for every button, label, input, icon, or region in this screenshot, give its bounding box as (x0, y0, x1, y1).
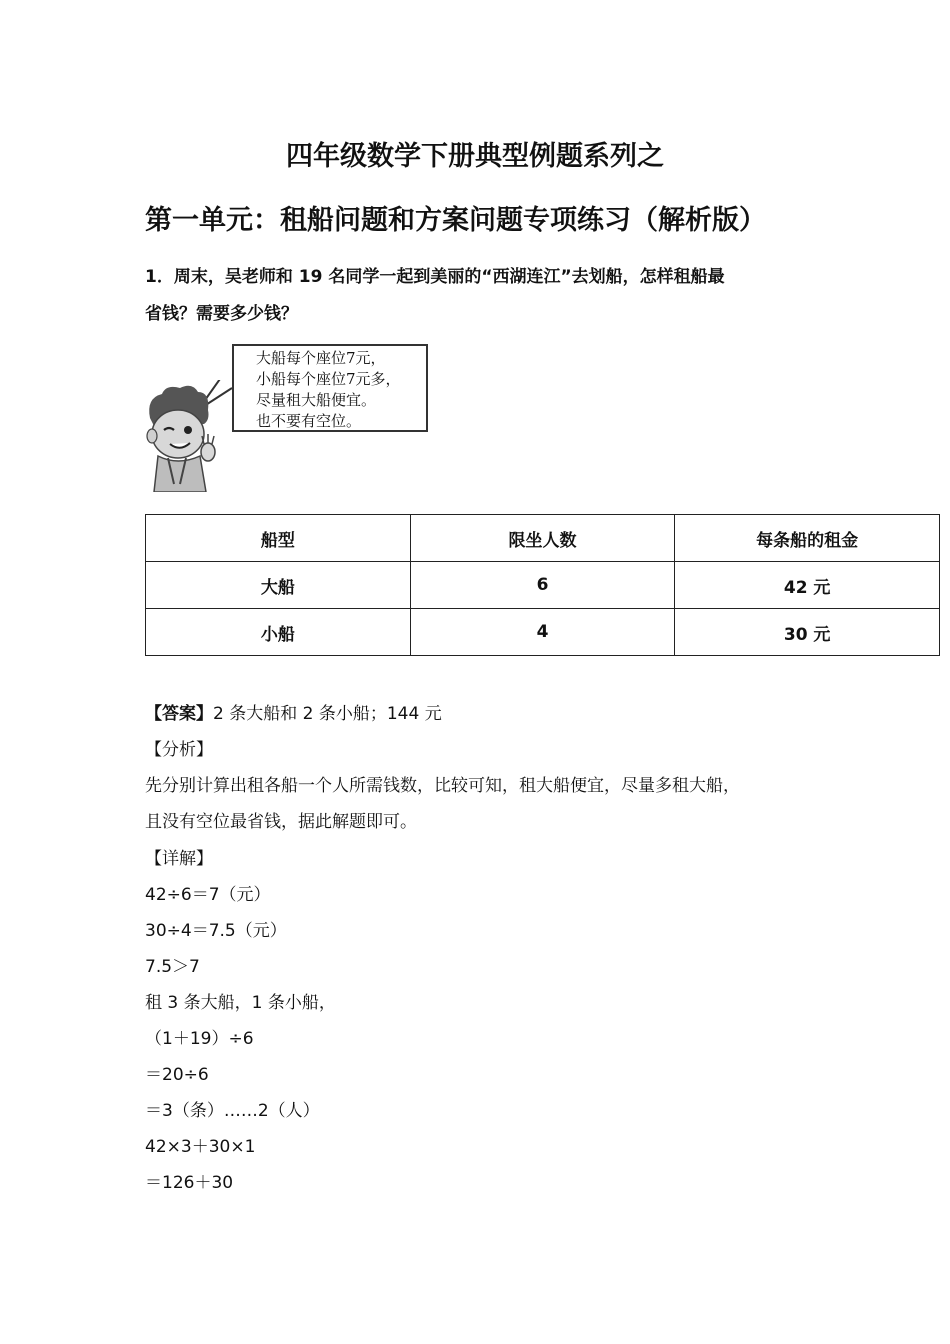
answer-label: 【答案】 (145, 704, 213, 724)
bubble-line: 尽量租大船便宜。 (256, 391, 377, 409)
teacher-cartoon-illustration (140, 380, 240, 492)
detail-line: 租 3 条大船，1 条小船， (145, 993, 336, 1013)
detail-line: 42÷6＝7（元） (145, 885, 271, 905)
document-title: 四年级数学下册典型例题系列之 (286, 141, 664, 172)
detail-label: 【详解】 (145, 849, 213, 869)
bubble-line: 小船每个座位7元多， (256, 370, 401, 388)
answer-text: 2 条大船和 2 条小船；144 元 (213, 704, 442, 724)
table-cell: 4 (410, 609, 675, 656)
boat-rental-table (145, 514, 940, 656)
question-line-2: 省钱？需要多少钱？ (145, 304, 298, 324)
table-row (146, 562, 940, 609)
detail-line: 7.5＞7 (145, 957, 200, 977)
detail-line: 30÷4＝7.5（元） (145, 921, 287, 941)
detail-line: ＝20÷6 (145, 1065, 209, 1085)
table-header-cell: 每条船的租金 (675, 515, 940, 562)
unit-title: 第一单元：租船问题和方案问题专项练习（解析版） (145, 205, 766, 236)
table-cell: 30 元 (675, 609, 940, 656)
analysis-line-1: 先分别计算出租各船一个人所需钱数，比较可知，租大船便宜，尽量多租大船， (145, 776, 740, 796)
bubble-line: 也不要有空位。 (256, 412, 362, 430)
answer-line (145, 699, 442, 724)
bubble-line: 大船每个座位7元， (256, 349, 386, 367)
table-cell: 42 元 (675, 562, 940, 609)
analysis-line-2: 且没有空位最省钱，据此解题即可。 (145, 812, 417, 832)
table-header-row (146, 515, 940, 562)
analysis-label: 【分析】 (145, 740, 213, 760)
detail-line: 42×3＋30×1 (145, 1137, 256, 1157)
table-header-cell: 限坐人数 (410, 515, 675, 562)
detail-line: ＝3（条）……2（人） (145, 1101, 320, 1121)
table-row (146, 609, 940, 656)
table-cell: 6 (410, 562, 675, 609)
table-header-cell: 船型 (146, 515, 411, 562)
question-line-1: 1．周末，吴老师和 19 名同学一起到美丽的“西湖连江”去划船，怎样租船最 (145, 267, 725, 287)
detail-line: ＝126＋30 (145, 1173, 234, 1193)
table-cell: 小船 (146, 609, 411, 656)
detail-line: （1＋19）÷6 (145, 1029, 254, 1049)
speech-bubble (232, 344, 428, 432)
table-cell: 大船 (146, 562, 411, 609)
